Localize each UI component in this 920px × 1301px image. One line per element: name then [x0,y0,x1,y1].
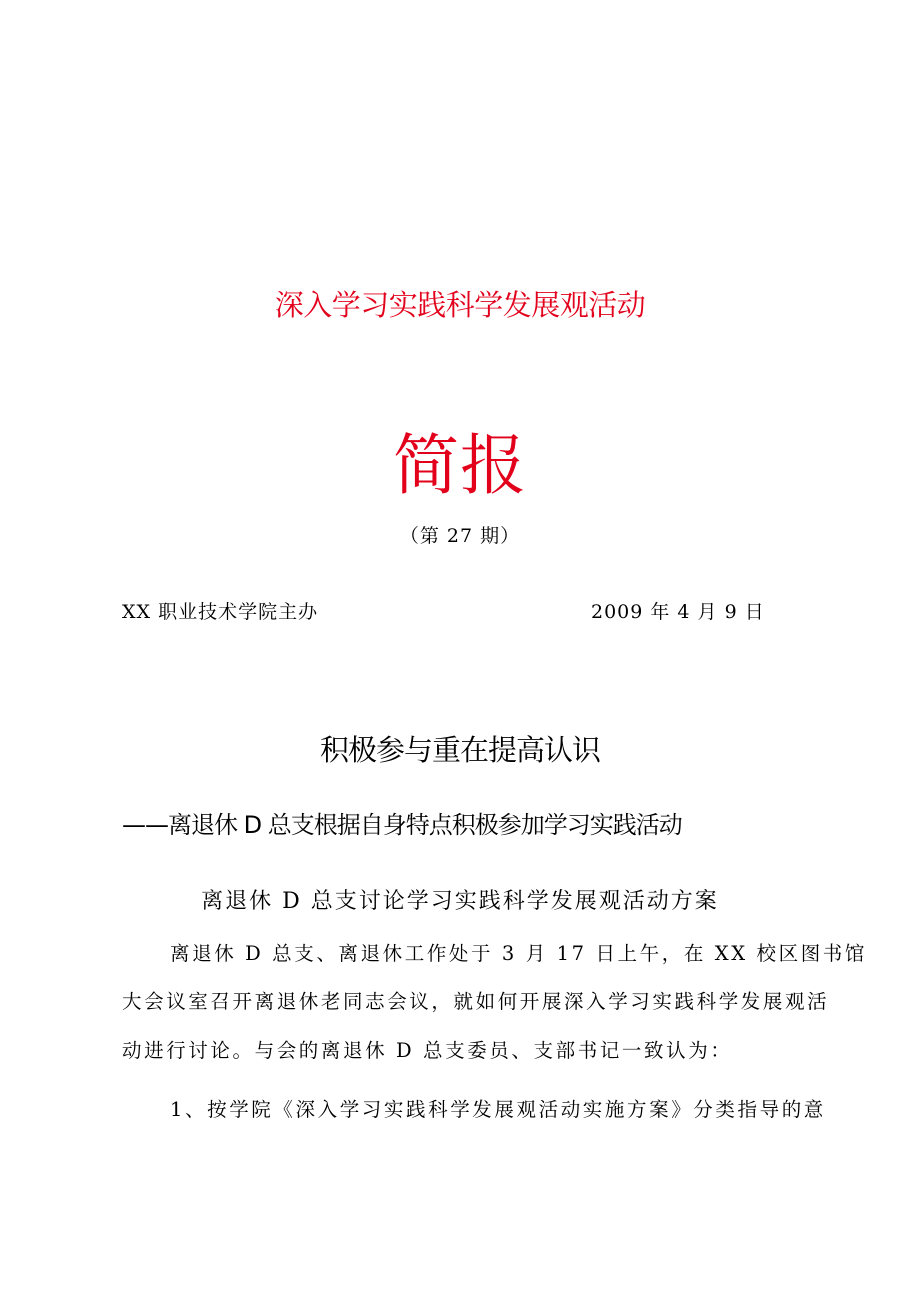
issue-number: （第 27 期） [399,525,521,547]
paragraph-line: 动进行讨论。与会的离退休 D 总支委员、支部书记一致认为： [122,1039,733,1062]
paragraph-line: 1、按学院《深入学习实践科学发展观活动实施方案》分类指导的意 [170,1098,826,1121]
bulletin-title: 简报 [393,427,527,504]
article-subtitle: ——离退休 D 总支根据自身特点积极参加学习实践活动 [122,811,682,839]
sponsor-line: XX 职业技术学院主办 [122,601,319,623]
section-heading: 离退休 D 总支讨论学习实践科学发展观活动方案 [201,889,719,914]
masthead-title: 深入学习实践科学发展观活动 [274,288,646,322]
paragraph-line: 离退休 D 总支、离退休工作处于 3 月 17 日上午，在 XX 校区图书馆 [170,942,868,965]
article-title: 积极参与重在提高认识 [319,733,600,767]
paragraph-line: 大会议室召开离退休老同志会议，就如何开展深入学习实践科学发展观活 [122,990,830,1013]
publish-date: 2009 年 4 月 9 日 [591,601,765,623]
